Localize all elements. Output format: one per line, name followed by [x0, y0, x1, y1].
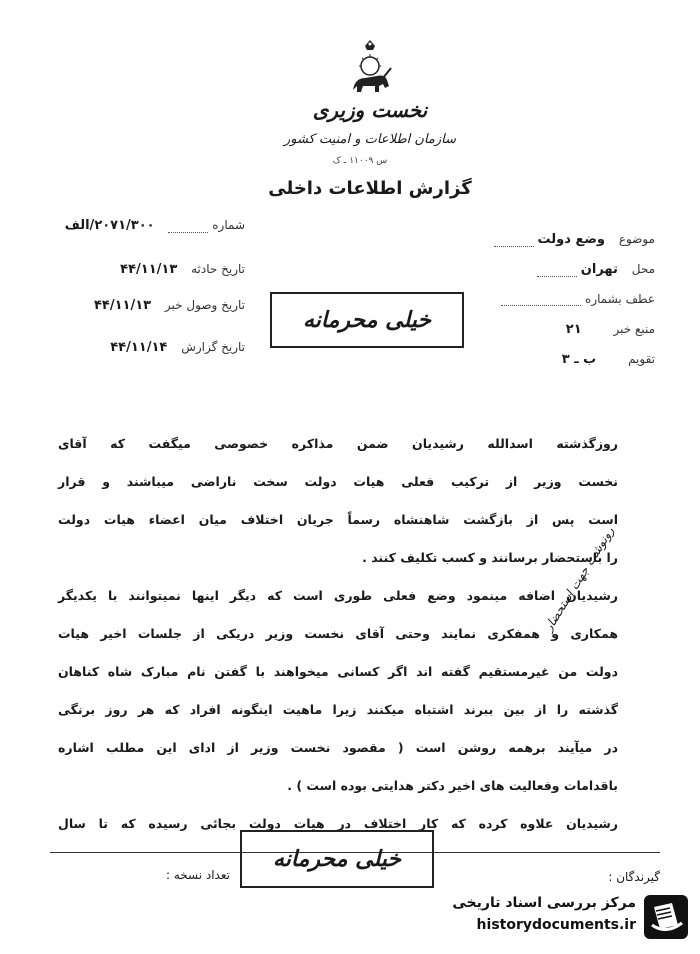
field-subject-label: موضوع [618, 232, 655, 246]
report-body [58, 425, 618, 843]
body-line: همکاری و همفکری نمایند وحتی آقای نخست وزیر دریکی از جلسات اخیر هیات [58, 626, 618, 641]
handwritten-margin-note: رونوشت جهت استحضار [541, 524, 617, 634]
field-source-value: ۲۱ [565, 322, 582, 337]
field-reference [490, 292, 655, 306]
field-number [45, 218, 245, 233]
body-line: رشیدیان علاوه کرده که کار اختلاف در هیات دولت بجائی رسیده که تا سال [58, 816, 618, 831]
field-subject [495, 232, 655, 247]
field-subject-value: وضع دولت [537, 232, 605, 247]
body-line: گذشته را از بین ببرند اشتباه میکنند زیرا ماهیت اینگونه افراد که هر روز برنگی [58, 702, 618, 717]
organization-title: نخست وزیری [312, 98, 428, 122]
footer-recipients: گیرندگان : [608, 870, 660, 884]
field-receipt-date-value: ۴۴/۱۱/۱۳ [93, 298, 152, 313]
watermark [430, 893, 690, 943]
footer-copies: تعداد نسخه : [165, 868, 230, 882]
organization-subtitle: سازمان اطلاعات و امنیت کشور [283, 132, 457, 147]
field-source-label: منبع خبر [613, 322, 655, 336]
body-line: است پس از بازگشت شاهنشاه رسماً جریان اختلاف میان اعضاء هیات دولت [58, 512, 618, 527]
field-evaluation [520, 352, 655, 367]
classification-stamp-top: خیلی محرمانه [270, 292, 464, 348]
field-evaluation-value: ب ـ ۳ [561, 352, 597, 367]
field-report-date [55, 340, 245, 355]
field-location-label: محل [631, 262, 655, 276]
field-reference-label: عطف بشماره [585, 292, 655, 306]
field-incident-date-value: ۴۴/۱۱/۱۳ [120, 262, 178, 277]
watermark-url[interactable]: historydocuments.ir [476, 917, 636, 933]
field-location [505, 262, 655, 277]
field-number-label: شماره [212, 218, 245, 232]
field-source [520, 322, 655, 337]
body-line: باقدامات وفعالیت های اخیر دکتر هدایتی بوده است ) . [287, 778, 618, 793]
field-incident-date-label: تاریخ حادثه [191, 262, 245, 276]
body-line: رشیدیان اضافه مینمود وضع فعلی طوری است که دیگر اینها نمیتوانند با یکدیگر [58, 588, 618, 603]
organization-code: س ۱۱۰۰۹ ـ ک [332, 156, 388, 166]
field-location-value: تهران [580, 262, 618, 277]
watermark-title: مرکز بررسی اسناد تاریخی [452, 895, 636, 911]
field-report-date-label: تاریخ گزارش [181, 340, 245, 354]
field-evaluation-label: تقویم [628, 352, 655, 366]
body-line: دولت من غیرمستقیم گفته اند اگر کسانی میخواهند با گفتن نام مبارک شاه کناهان [58, 664, 618, 679]
body-line: نخست وزیر از ترکیب فعلی هیات دولت سخت ناراضی میباشند و قرار [58, 474, 618, 489]
body-line: را باستحضار برسانند و کسب تکلیف کنند . [362, 550, 618, 565]
field-receipt-date-label: تاریخ وصول خبر [164, 298, 245, 312]
field-report-date-value: ۴۴/۱۱/۱۴ [110, 340, 168, 355]
report-title: گزارش اطلاعات داخلی [268, 178, 472, 199]
classification-stamp-bottom: خیلی محرمانه [240, 830, 434, 888]
body-line: روزگذشته اسدالله رشیدیان ضمن مذاکره خصوصی میگفت که آقای [58, 436, 618, 451]
archive-logo-icon [644, 895, 688, 939]
field-receipt-date [40, 298, 245, 313]
field-incident-date [60, 262, 245, 277]
field-number-value: ۲۰۷۱/۳۰۰/الف [64, 218, 155, 233]
lion-sun-emblem-icon [345, 38, 395, 98]
body-line: در میآیند برهمه روشن است ( مقصود نخست وزیر از ادای این مطلب اشاره [58, 740, 618, 755]
